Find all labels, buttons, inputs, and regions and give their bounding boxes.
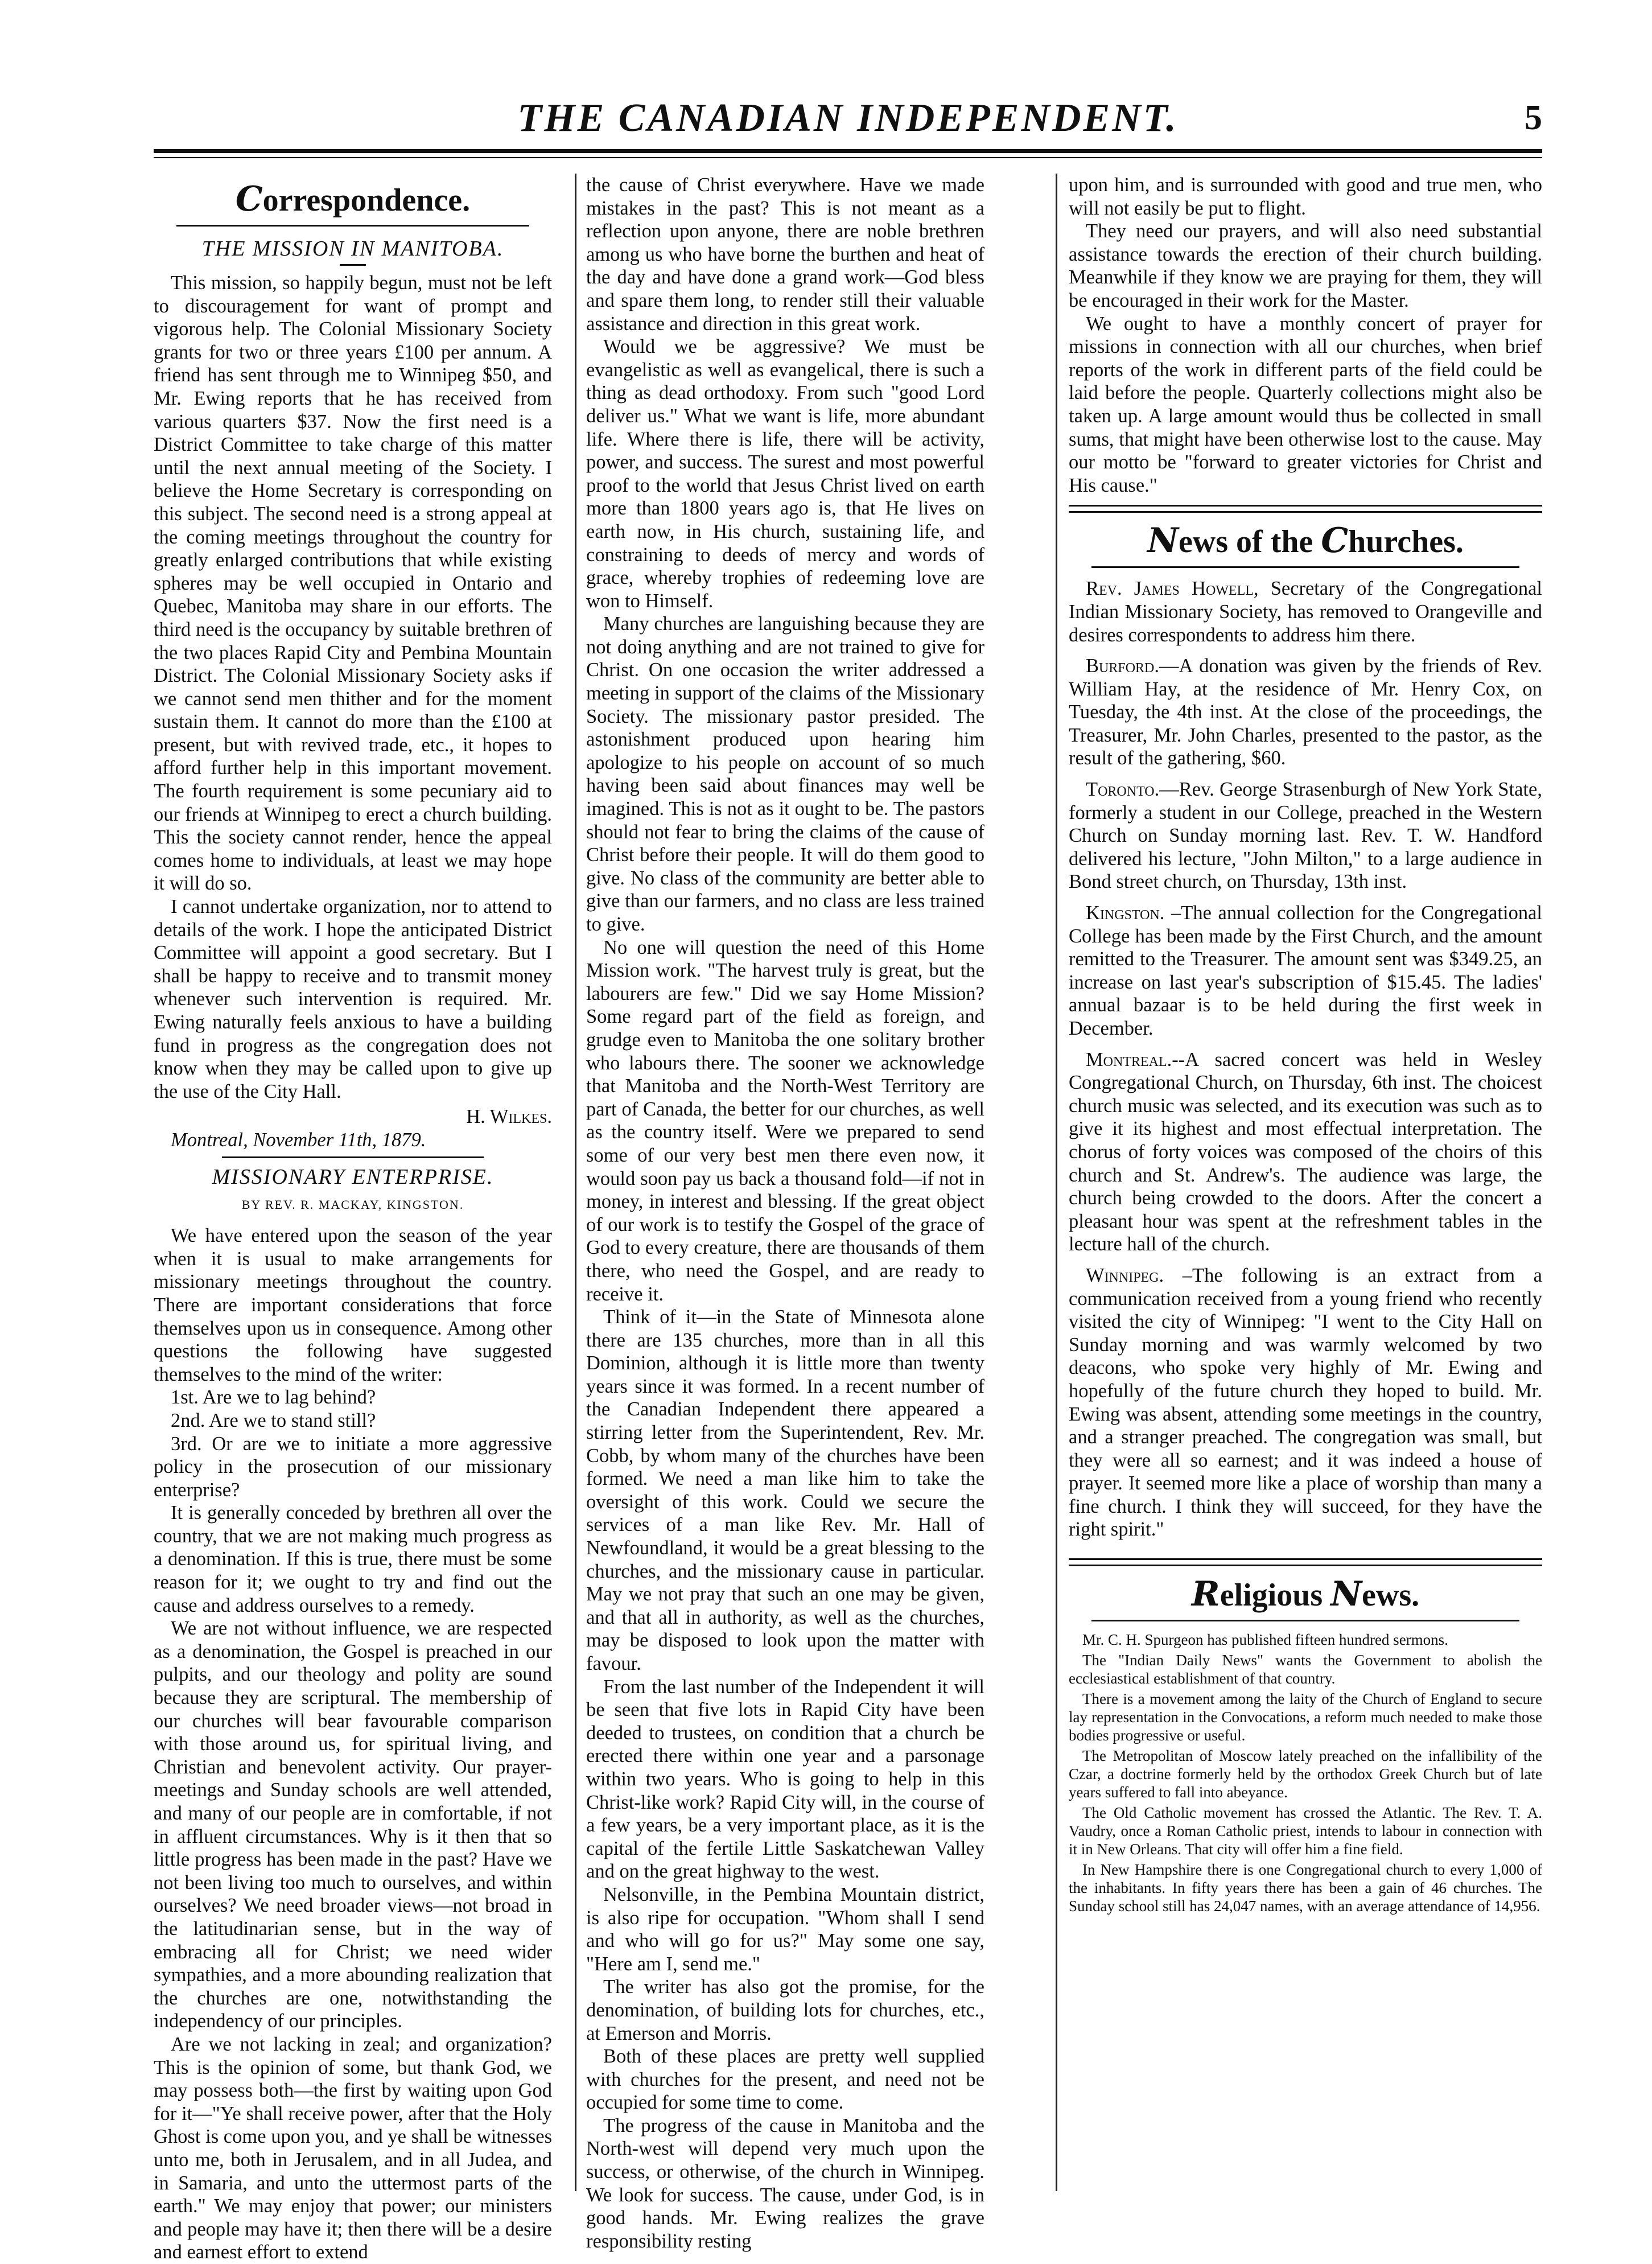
news-item: Winnipeg. –The following is an extract from a communication received from a young friend who recently visited the city of Winnipeg: "I went to the City Hall on Sunday morning and was warmly welcomed by two deacons, who spoke very highly of Mr. Ewing and hopefully of the future church they hoped to build. Mr. Ewing was absent, attending some meetings in the country, and a stranger preached. The congregation was small, but they were all so earnest; and it was indeed a house of prayer. It seemed more like a place of worship than many a fine church. I think they will succeed, for they have the right spirit." (1069, 1264, 1542, 1541)
page-number: 5 (1525, 98, 1542, 137)
article-paragraph: We are not without influence, we are respected as a denomination, the Gospel is preached in our pulpits, and our theology and polity are sound because they are scriptural. The membership of our churches will bear favourable comparison with those around us, for spiritual living, and Christian and benevolent activity. Our prayer-meetings and Sunday schools are well attended, and many of our people are in comfortable, if not in affluent circumstances. Why is it then that so little progress has been made in the past? Have we not been living too much to ourselves, and within ourselves? We need broader views—not broad in the latitudinarian sense, but in the way of embracing all for Christ; we need wider sympathies, and a more abounding realization that the churches are one, notwithstanding the independency of our principles. (154, 1617, 552, 2032)
article-paragraph: This mission, so happily begun, must not be left to discouragement for want of prompt and vigorous help. The Colonial Missionary Society grants for two or three years £100 per annum. A friend has sent through me to Winnipeg $50, and Mr. Ewing reports that he has received from various quarters $37. Now the first need is a District Committee to take charge of this matter until the next annual meeting of the Society. I believe the Home Secretary is corresponding on this subject. The second need is a strong appeal at the coming meetings throughout the country for greatly enlarged contributions that while existing spheres may be well occupied in Ontario and Quebec, Manitoba may share in our efforts. The third need is the occupancy by suitable brethren of the two places Rapid City and Pembina Mountain District. The Colonial Missionary Society asks if we cannot send men thither and for the moment sustain them. It cannot do more than the £100 at present, but with revived trade, etc., it hopes to afford further help in this important movement. The fourth requirement is some pecuniary aid to our friends at Winnipeg to erect a church building. This the society cannot render, hence the appeal comes home to individuals, at least we may hope it will do so. (154, 272, 552, 895)
article-paragraph: upon him, and is surrounded with good and true men, who will not easily be put to flight. (1069, 174, 1542, 219)
religious-news-item: The Metropolitan of Moscow lately preached on the infallibility of the Czar, a doctrine formerly held by the orthodox Greek Church but of late years suffered to fall into abeyance. (1069, 1747, 1542, 1801)
header-rule-thick (154, 149, 1542, 153)
news-item: Kingston. –The annual collection for the Congregational College has been made by the First Church, and the amount remitted to the Treasurer. The amount sent was $349.25, an increase on last year's subscription of $15.45. The ladies' annual bazaar is to be held during the first week in December. (1069, 902, 1542, 1039)
section-rule (1091, 1620, 1519, 1621)
title-dash (340, 264, 366, 266)
article-paragraph: 2nd. Are we to stand still? (171, 1409, 376, 1431)
religious-news-list (1069, 1631, 1542, 1915)
section-double-rule (1069, 1558, 1542, 1566)
religious-news-item: The Old Catholic movement has crossed the Atlantic. The Rev. T. A. Vaudry, once a Roman Catholic priest, intends to labour in connection with it in New Orleans. That city will offer him a fine field. (1069, 1804, 1542, 1858)
article-paragraph: No one will question the need of this Home Mission work. "The harvest truly is great, but the labourers are few." Did we say Home Mission? Some regard part of the field as foreign, and grudge even to Manitoba the one solitary brother who labours there. The sooner we acknowledge that Manitoba and the North-West Territory are part of Canada, the better for our churches, as well as the country itself. Were we prepared to send some of our very best men there even now, it would soon pay us back a thousand fold—if not in money, in interest and blessing. If the great object of our work is to testify the Gospel of the grace of God to every creature, there are thousands of them there, who need the Gospel, and are ready to receive it. (586, 936, 984, 1305)
article-byline: BY REV. R. MACKAY, KINGSTON. (241, 1197, 464, 1212)
article-paragraph: Think of it—in the State of Minnesota alone there are 135 churches, more than in all this Dominion, although it is little more than twenty years since it was formed. In a recent number of the Canadian Independent there appeared a stirring letter from the Superintendent, Rev. Mr. Cobb, by whom many of the churches have been formed. We need a man like him to take the oversight of this work. Could we secure the services of a man like Rev. Mr. Hall of Newfoundland, it would be a great blessing to the churches, and the missionary cause in particular. May we not pray that such an one may be given, and that all in authority, as well as the churches, may be disposed to look upon the matter with favour. (586, 1306, 984, 1674)
article-paragraph: Both of these places are pretty well supplied with churches for the present, and need not be occupied for some time to come. (586, 2045, 984, 2114)
masthead-title: THE CANADIAN INDEPENDENT. (517, 96, 1179, 140)
news-item: Rev. James Howell, Secretary of the Congregational Indian Missionary Society, has removed to Orangeville and desires correspondents to address him there. (1069, 578, 1542, 646)
column-divider (575, 174, 576, 2191)
religious-news-item: Mr. C. H. Spurgeon has published fifteen hundred sermons. (1082, 1631, 1448, 1649)
article-paragraph: They need our prayers, and will also need substantial assistance towards the erection of their church building. Meanwhile if they know we are praying for them, they will be encouraged in their work for the Master. (1069, 220, 1542, 311)
article-dateline: Montreal, November 11th, 1879. (171, 1129, 426, 1151)
article-paragraph: Many churches are languishing because they are not doing anything and are not trained to give for Christ. On one occasion the writer addressed a meeting in support of the claims of the Missionary Society. The missionary pastor presided. The astonishment produced upon hearing him apologize to his people on account of so much having been said about finances may well be imagined. This is not as it ought to be. The pastors should not fear to bring the claims of the cause of Christ before their people. It will do them good to give. No class of the community are better able to give than our farmers, and no class are less trained to give. (586, 613, 984, 935)
article-title-mission-manitoba: THE MISSION IN MANITOBA. (201, 237, 504, 261)
article-title-missionary-enterprise: MISSIONARY ENTERPRISE. (212, 1164, 494, 1189)
article-paragraph: We ought to have a monthly concert of prayer for missions in connection with all our churches, when brief reports of the work in different parts of the field could be laid before the people. Quarterly collections might also be taken up. A large amount would thus be collected in small sums, that might have been otherwise lost to the cause. May our motto be "forward to greater victories for Christ and His cause." (1069, 312, 1542, 496)
religious-news-item: In New Hampshire there is one Congregational church to every 1,000 of the inhabitants. In fifty years there has been a gain of 46 churches. The Sunday school still has 24,047 names, with an average attendance of 14,956. (1069, 1861, 1542, 1915)
article-paragraph: Would we be aggressive? We must be evangelistic as well as evangelical, there is such a thing as dead orthodoxy. From such "good Lord deliver us." What we want is life, more abundant life. Where there is life, there will be activity, power, and success. The surest and most powerful proof to the world that Jesus Christ lived on earth more than 1800 years ago is, that He lives on earth now, in His church, sustaining life, and constraining to deeds of mercy and words of grace, whereby trophies of redeeming love are won to Himself. (586, 336, 984, 612)
news-item: Montreal.--A sacred concert was held in Wesley Congregational Church, on Thursday, 6th inst. The choicest church music was selected, and its execution was such as to give it its highest and most effectual interpretation. The chorus of forty voices was composed of the choirs of this church and St. Andrew's. The audience was large, the church being crowded to the doors. After the concert a pleasant hour was spent at the refreshment tables in the lecture hall of the church. (1069, 1048, 1542, 1256)
article-paragraph: It is generally conceded by brethren all over the country, that we are not making much progress as a denomination. If this is true, there must be some reason for it; we ought to try and find out the cause and address ourselves to a remedy. (154, 1502, 552, 1616)
religious-news-item: The "Indian Daily News" wants the Government to abolish the ecclesiastical establishment of that country. (1069, 1652, 1542, 1687)
article-paragraph: Are we not lacking in zeal; and organization? This is the opinion of some, but thank God, we may possess both—the first by waiting upon God for it—"Ye shall receive power, after that the Holy Ghost is come upon you, and ye shall be witnesses unto me, both in Jerusalem, and in all Judea, and in Samaria, and unto the uttermost parts of the earth." We may enjoy that power; our ministers and people may have it; then there will be a desire and earnest effort to extend (154, 2033, 552, 2263)
article-paragraph: We have entered upon the season of the year when it is usual to make arrangements for missionary meetings throughout the country. There are important considerations that force themselves upon us in consequence. Among other questions the following have suggested themselves to the mind of the writer: (154, 1225, 552, 1385)
news-item: Toronto.—Rev. George Strasenburgh of New York State, formerly a student in our College, preached in the Western Church on Sunday morning last. Rev. T. W. Handford delivered his lecture, "John Milton," to a large audience in Bond street church, on Thursday, 13th inst. (1069, 779, 1542, 893)
header-rule-thin (154, 157, 1542, 158)
column-1 (154, 174, 552, 2264)
news-item: Burford.—A donation was given by the friends of Rev. William Hay, at the residence of Mr. Henry Cox, on Tuesday, the 4th inst. At the close of the proceedings, the Treasurer, Mr. John Charles, presented to the pastor, as the result of the gathering, $60. (1069, 655, 1542, 769)
article-paragraph: The writer has also got the promise, for the denomination, of building lots for churches, etc., at Emerson and Morris. (586, 1976, 984, 2044)
article-separator (222, 1156, 484, 1158)
religious-news-heading: Religious News. (1191, 1574, 1420, 1615)
page-header (154, 85, 1542, 148)
column-3 (1069, 174, 1542, 1917)
column-divider (1056, 174, 1057, 2191)
article-signature: H. Wilkes. (466, 1106, 552, 1128)
correspondence-heading: Correspondence. (235, 179, 471, 219)
article-paragraph: 1st. Are we to lag behind? (171, 1386, 376, 1409)
article-paragraph: The progress of the cause in Manitoba and the North-west will depend very much upon the success, or otherwise, of the church in Winnipeg. We look for success. The cause, under God, is in good hands. Mr. Ewing realizes the grave responsibility resting (586, 2114, 984, 2252)
religious-news-item: There is a movement among the laity of the Church of England to secure lay representation in the Convocations, a reform much needed to make those bodies progressive or useful. (1069, 1690, 1542, 1744)
column-2 (586, 174, 984, 2253)
article-paragraph: the cause of Christ everywhere. Have we made mistakes in the past? This is not meant as a reflection upon anyone, there are noble brethren among us who have borne the burthen and heat of the day and have done a grand work—God bless and spare them long, to render still their valuable assistance and direction in this great work. (586, 174, 984, 335)
article-paragraph: I cannot undertake organization, nor to attend to details of the work. I hope the anticipated District Committee will appoint a good secretary. But I shall be happy to receive and to transmit money whenever such intervention is required. Mr. Ewing naturally feels anxious to have a building fund in progress as the congregation does not know when they may be called upon to give up the use of the City Hall. (154, 896, 552, 1102)
article-paragraph: From the last number of the Independent it will be seen that five lots in Rapid City have been deeded to trustees, on condition that a church be erected there within one year and a parsonage within two years. Who is going to help in this Christ-like work? Rapid City will, in the course of a few years, be a very important place, as it is the capital of the fertile Little Saskatchewan Valley and on the great highway to the west. (586, 1676, 984, 1883)
section-double-rule (1069, 505, 1542, 513)
section-rule (1091, 566, 1519, 568)
article-paragraph: 3rd. Or are we to initiate a more aggressive policy in the prosecution of our missionary enterprise? (154, 1433, 552, 1501)
article-paragraph: Nelsonville, in the Pembina Mountain district, is also ripe for occupation. "Whom shall I send and who will go for us?" May some one say, "Here am I, send me." (586, 1883, 984, 1975)
section-rule (176, 225, 529, 227)
news-of-churches-heading: News of the Churches. (1147, 521, 1464, 561)
